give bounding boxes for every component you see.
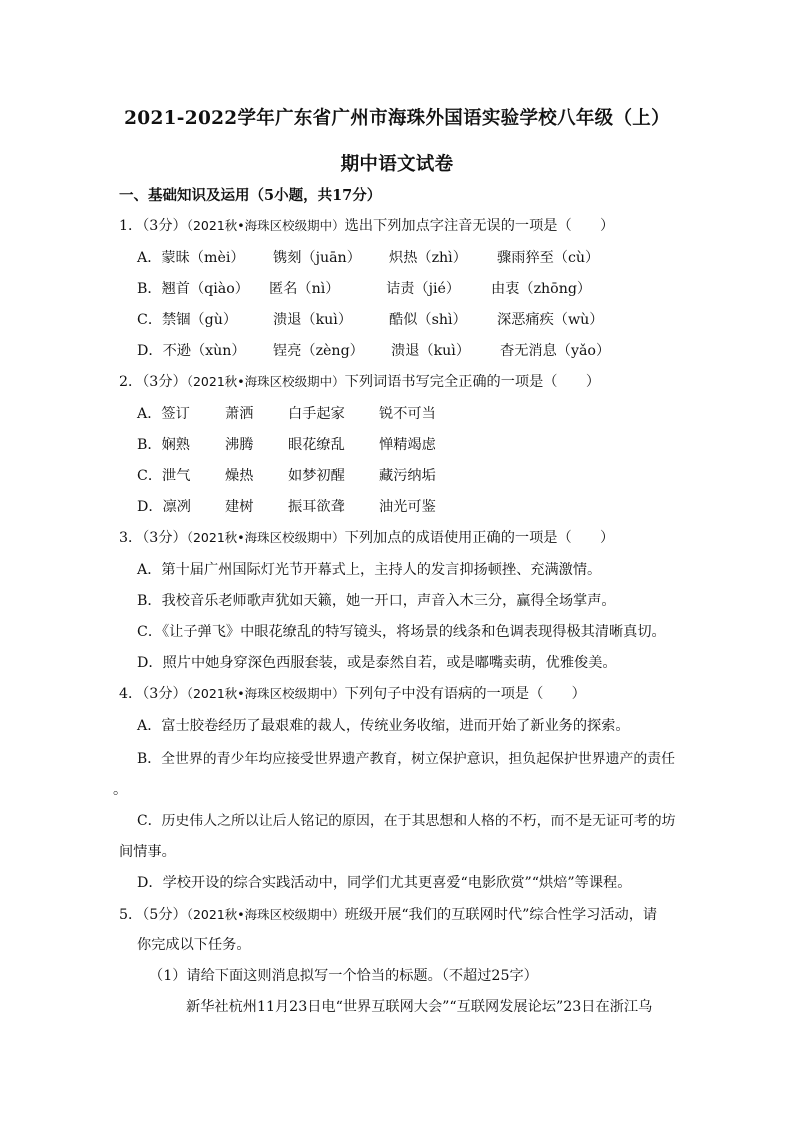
q1-option-c [0, 310, 794, 330]
q4-number: 4．（3分） [119, 686, 187, 702]
q1-text: 选出下列加点字注音无误的一项是（ ） [344, 218, 615, 234]
question-1-stem [119, 216, 614, 236]
q1-a-1: A．蒙昧（mèi） [137, 250, 245, 266]
q5-subquestion-1: （1）请给下面这则消息拟写一个恰当的标题。（不超过25字） [149, 968, 538, 984]
q1-option-a [0, 248, 794, 268]
q2-option-c [0, 466, 794, 486]
q2-b-3: 眼花缭乱 [288, 437, 345, 453]
q1-d-4: 杳无消息（yǎo） [500, 343, 611, 359]
q4-option-b-line1: B．全世界的青少年均应接受世界遗产教育，树立保护意识，担负起保护世界遗产的责任 [137, 751, 676, 767]
q1-option-b [0, 279, 794, 299]
q1-c-4: 深恶痛疾（wù） [497, 312, 604, 328]
q2-d-4: 油光可鉴 [379, 499, 436, 515]
q2-c-3: 如梦初醒 [288, 468, 345, 484]
q3-option-b: B．我校音乐老师歌声犹如天籁，她一开口，声音入木三分，赢得全场掌声。 [137, 593, 616, 609]
q2-b-2: 沸腾 [225, 437, 254, 453]
section-heading: 一、基础知识及运用（5小题，共17分） [119, 187, 382, 204]
q2-option-a [0, 404, 794, 424]
q2-c-1: C．泄气 [137, 468, 191, 484]
q2-d-1: D．凛冽 [137, 499, 191, 515]
q1-b-4: 由衷（zhōng） [491, 281, 592, 297]
q3-number: 3．（3分） [119, 530, 187, 546]
q1-option-d [0, 341, 794, 361]
question-3-stem [119, 528, 614, 548]
q2-text: 下列词语书写完全正确的一项是（ ） [344, 374, 601, 390]
q2-d-2: 建树 [225, 499, 254, 515]
question-4-stem [119, 684, 586, 704]
q2-source: （2021秋•海珠区校级期中） [186, 374, 345, 389]
q4-source: （2021秋•海珠区校级期中） [186, 686, 345, 701]
q1-a-2: 镌刻（juān） [273, 250, 361, 266]
q2-number: 2．（3分） [119, 374, 187, 390]
q2-option-d [0, 497, 794, 517]
q2-a-4: 锐不可当 [379, 406, 436, 422]
q1-source: （2021秋•海珠区校级期中） [186, 218, 345, 233]
q1-d-3: 溃退（kuì） [391, 343, 471, 359]
q2-a-2: 萧洒 [225, 406, 254, 422]
q3-text: 下列加点的成语使用正确的一项是（ ） [344, 530, 615, 546]
q2-option-b [0, 435, 794, 455]
q3-option-a: A．第十届广州国际灯光节开幕式上，主持人的发言抑扬顿挫、充满激情。 [137, 562, 602, 578]
q5-source: （2021秋•海珠区校级期中） [186, 907, 345, 922]
q1-b-1: B．翘首（qiào） [137, 281, 249, 297]
q5-text: 班级开展“我们的互联网时代”综合性学习活动，请 [344, 907, 658, 923]
q3-option-c: C．《让子弹飞》中眼花缭乱的特写镜头，将场景的线条和色调表现得极其清晰真切。 [137, 624, 666, 640]
q5-passage: 新华社杭州11月23日电“世界互联网大会”“互联网发展论坛”23日在浙江乌 [186, 999, 653, 1015]
q4-option-c-line1: C．历史伟人之所以让后人铭记的原因，在于其思想和人格的不朽，而不是无证可考的坊 [137, 813, 676, 829]
q1-a-4: 骤雨猝至（cù） [497, 250, 600, 266]
q2-a-3: 白手起家 [288, 406, 345, 422]
question-5-stem [119, 905, 657, 925]
q2-b-1: B．娴熟 [137, 437, 190, 453]
q2-c-4: 藏污纳垢 [379, 468, 436, 484]
q2-a-1: A．签订 [137, 406, 190, 422]
q5-number: 5．（5分） [119, 907, 187, 923]
q5-stem-line2: 你完成以下任务。 [137, 937, 251, 953]
question-2-stem [119, 372, 600, 392]
q4-option-b-line2: 。 [113, 782, 128, 798]
q2-c-2: 燥热 [225, 468, 254, 484]
q4-text: 下列句子中没有语病的一项是（ ） [344, 686, 586, 702]
q1-d-1: D．不逊（xùn） [137, 343, 246, 359]
q1-number: 1．（3分） [119, 218, 187, 234]
q2-d-3: 振耳欲聋 [288, 499, 345, 515]
exam-title-line1: 2021-2022学年广东省广州市海珠外国语实验学校八年级（上） [124, 108, 670, 129]
q3-source: （2021秋•海珠区校级期中） [186, 530, 345, 545]
q3-option-d: D．照片中她身穿深色西服套装，或是泰然自若，或是嘟嘴卖萌，优雅俊美。 [137, 655, 617, 671]
q1-b-2: 匿名（nì） [269, 281, 340, 297]
q1-d-2: 锃亮（zèng） [273, 343, 364, 359]
q2-b-4: 惮精竭虑 [379, 437, 436, 453]
q1-a-3: 炽热（zhì） [389, 250, 467, 266]
q1-b-3: 诘责（jié） [386, 281, 461, 297]
q1-c-1: C．禁锢（gù） [137, 312, 238, 328]
q1-c-3: 酷似（shì） [389, 312, 467, 328]
q4-option-d: D．学校开设的综合实践活动中，同学们尤其更喜爱“电影欣赏”“烘焙”等课程。 [137, 875, 632, 891]
q4-option-a: A．富士胶卷经历了最艰难的裁人，传统业务收缩，进而开始了新业务的探索。 [137, 718, 630, 734]
exam-title-line2: 期中语文试卷 [340, 154, 454, 175]
q4-option-c-line2: 间情事。 [119, 844, 176, 860]
q1-c-2: 溃退（kuì） [273, 312, 353, 328]
